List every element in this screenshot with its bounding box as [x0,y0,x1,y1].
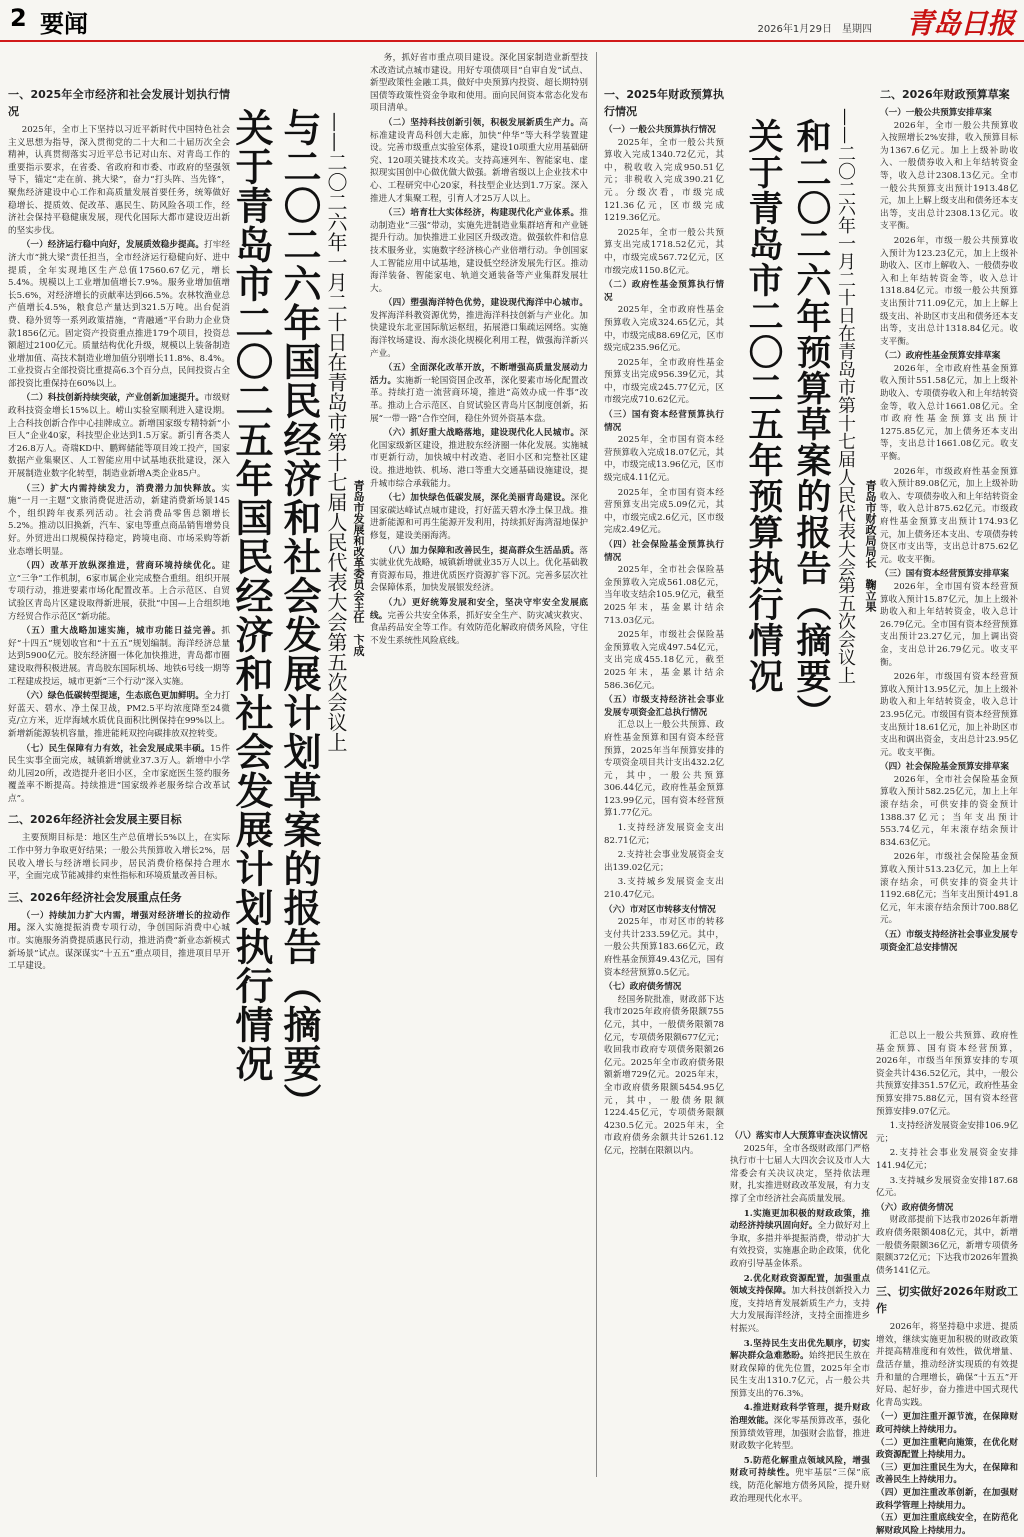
subheading: （一）经济运行稳中向好，发展质效稳步提高。 [21,240,205,251]
subheading: （二）科技创新持续突破，产业创新加速提升。 [21,393,205,404]
paragraph: 2026年，市级社会保险基金预算收入预计513.23亿元，加上上年滚存结余，可供安排的资金共计1192.68亿元；当年支出预计491.8亿元，年末滚存结余预计700.88亿元。 [880,852,1018,926]
right-heading-2: 二、2026年财政预算草案 [880,88,1010,101]
list-item: 1.支持经济发展资金支出82.71亿元； [604,823,724,846]
issue-date: 2026年1月29日 星期四 [757,24,872,35]
paragraph: 15件民生实事全面完成，城镇新增就业37.3万人。新增中小学幼儿园20所，改造提升老旧小区，全市家庭医生签约服务覆盖率不断提高。持续推进“国家级养老服务综合改革试点”。 [8,743,230,804]
paragraph: 2025年，全市上下坚持以习近平新时代中国特色社会主义思想为指导，深入贯彻党的二十大和二十届历次全会精神，认真贯彻落实习近平总书记对山东、对青岛工作的重要指示要求，在省委、省政府和市委、市政府的坚强领导下，锚定“走在前、挑大梁”，奋力“打头阵、当先锋”，聚焦经济建设中心工作和高质量发展首要任务，统筹做好稳增长、提质效、促改革、惠民生、防风险各项工作，经济社会保持平稳健康发展，现代化国际大都市建设迈出新的坚实步伐。 [8,125,230,236]
subheading: （三）更加注重民生为大，在保障和改善民生上持续用力。 [876,1462,1018,1486]
subheading: （四）社会保险基金预算安排草案 [880,762,1009,773]
paragraph: 2026年，全市一般公共预算收入按照增长2%安排，收入预算目标为1367.6亿元。加上上级补助收入、一般债券收入和上年结转资金等，收入总计2308.13亿元。全市一般公共预算支出预计1913.48亿元，加上上解上级支出和债务还本支出等，支出总计2308.13亿元。收支平衡。 [880,120,1018,232]
right-article-author: 青岛市财政局局长 鞠立果 [864,480,877,612]
paragraph: 落实就业优先战略，城镇新增就业35万人以上。优化基础教育资源布局，推进优质医疗资源扩容下沉。完善多层次社会保障体系，加快发展银发经济。 [370,545,588,594]
left-heading-3: 三、2026年经济社会发展重点任务 [8,890,182,904]
right-heading-1: 一、2025年财政预算执行情况 [604,88,724,118]
paragraph: 2025年，全市政府性基金预算支出完成956.39亿元，其中，市级完成245.77亿元，区市级完成710.62亿元。 [604,357,724,406]
paragraph: 2025年，全市国有资本经营预算收入完成18.07亿元，其中，市级完成13.96亿元，区市级完成4.11亿元。 [604,435,724,484]
right-article-column-1 [604,80,724,1475]
subheading: （三）国有资本经营预算安排草案 [880,569,1009,580]
subheading: （一）持续加力扩大内需，增强对经济增长的拉动作用。 [8,910,230,934]
list-item: 3.支持城乡发展资金支出210.47亿元。 [604,877,724,901]
subheading: （六）政府债务情况 [876,1202,954,1213]
paragraph: 深化国家碳达峰试点城市建设，打好蓝天碧水净土保卫战。推进新能源和可再生能源开发利用，持续抓好海湾湿地保护修复，建设美丽海湾。 [370,493,588,541]
subheading: 3.坚持民生支出优先顺序，切实解决群众急难愁盼。 [730,1338,870,1362]
paragraph: 2026年，全市政府性基金预算收入预计551.58亿元，加上上级补助收入、专项债券收入和上年结转资金等，收入总计1661.08亿元。全市政府性基金预算支出预计1275.85亿元，加上债务还本支出等，支出总计1661.08亿元。收支平衡。 [880,363,1018,463]
left-article-column-1 [8,80,230,1475]
left-article-title-line-1: 关于青岛市二〇二五年国民经济和社会发展计划执行情况 [229,108,274,1083]
subheading: （五）更加注重底线安全，在防范化解财政风险上持续用力。 [876,1513,1018,1536]
paragraph: 2026年，将坚持稳中求进、提质增效，继续实施更加积极的财政政策并提高精准度和有效性，做优增量、盘活存量，推动经济实现质的有效提升和量的合理增长，确保“十五五”开好局、起好步，奋力推进中国式现代化青岛实践。 [876,1322,1018,1408]
paragraph: 2025年，市级社会保险基金预算收入完成497.54亿元，支出完成455.18亿元，截至2025年末，基金累计结余586.36亿元。 [604,630,724,691]
left-article-title-line-2: 与二〇二六年国民经济和社会发展计划草案的报告（摘要） [277,108,322,1122]
left-article-subtitle: ——二〇二六年一月二十日在青岛市第十七届人民代表大会第五次会议上 [324,112,348,752]
subheading: （九）更好统筹发展和安全，坚决守牢安全发展底线。 [370,597,588,621]
subheading: （二）更加注重靶向施策，在优化财政资源配置上持续用力。 [876,1437,1018,1461]
right-article-column-3 [730,1130,870,1504]
list-item: 2.支持社会事业发展资金安排141.94亿元； [876,1148,1018,1171]
list-item: 2.支持社会事业发展资金支出139.02亿元； [604,850,724,873]
right-article-title-line-2: 和二〇二六年预算草案的报告（摘要） [791,118,832,730]
paragraph: 发挥海洋科教资源优势，推进海洋科技创新与产业化。加快建设东北亚国际航运枢纽，拓展港口集疏运网络。实施海洋牧场建设、海水淡化规模化利用工程，做强海洋新兴产业。 [370,310,588,359]
subheading: 2.优化财政资源配置，加强重点领域支持保障。 [730,1273,870,1297]
paragraph: 2025年，全市国有资本经营预算支出完成5.09亿元，其中，市级完成2.6亿元，区市级完成2.49亿元。 [604,487,724,536]
paragraph: 始终把民生放在财政保障的优先位置，2025年全市民生支出1310.7亿元，占一般公共预算支出的76.3%。 [730,1351,870,1399]
subheading: 1.实施更加积极的财政政策，推动经济持续巩固向好。 [730,1208,870,1232]
subheading: （二）坚持科技创新引领，积极发展新质生产力。 [383,117,580,128]
paragraph: 市级财政科技资金增长15%以上。崂山实验室顺利进入建设期。上合科技创新合作中心挂牌成立。新增国家级专精特新“小巨人”企业40家，科技型企业达到1.5万家。新引育各类人才26.8万人。奇瑞KD中、鹏辉储能等项目竣工投产，国家数据产业集聚区、人工智能应用中试基地获批建设，深入开展制造业数字化转型，制造业新增A类企业85户。 [8,393,230,480]
paragraph: 2026年，市级政府性基金预算收入预计89.08亿元，加上上级补助收入、专项债券收入和上年结转资金等，收入总计875.62亿元。市级政府性基金预算支出预计174.93亿元，加上债务还本支出、专项债券转贷区市支出等，支出总计875.62亿元。收支平衡。 [880,466,1018,565]
paragraph: 2026年，全市国有资本经营预算收入预计15.87亿元，加上上级补助收入和上年结转资金，收入总计26.79亿元。全市国有资本经营预算支出预计23.27亿元，加上调出资金，支出总计26.79亿元。收支平衡。 [880,581,1018,668]
paragraph: 推动制造业“三强”带动，实施先进制造业集群培育和产业链提升行动。加快推进工业园区升级改造。做强软件和信息技术服务业，实施数字经济核心产业倍增行动。争创国家人工智能应用中试基地，建设低空经济发展先行区。推动海洋装备、智能家电、轨道交通装备等产业集群发展壮大。 [370,208,588,294]
paragraph: 务，抓好省市重点项目建设。深化国家制造业新型技术改造试点城市建设。用好专项债项目“自审自发”试点、新型政策性金融工具，做好中央预算内投资、超长期特别国债等政策性资金争取和使用。面向民间资本常态化发布项目清单。 [370,53,588,114]
subheading: （八）落实市人大预算审查决议情况 [730,1131,868,1141]
subheading: （五）重大战略加速实施，城市功能日益完善。 [21,626,222,637]
subheading: 4.推进财政科学管理，提升财政治理效能。 [730,1403,870,1427]
paragraph: 财政部提前下达我市2026年新增政府债务限额408亿元，其中，新增一般债务限额36亿元，新增专项债务限额372亿元；下达我市2026年置换债务141亿元。 [876,1215,1018,1276]
paragraph: 深入实施提振消费专项行动，争创国际消费中心城市。实施服务消费提质惠民行动，推进消费“新业态新模式新场景”试点。谋深谋实“十五五”重点项目，推进项目早开工早建设。 [8,923,230,972]
subheading: （三）培育壮大实体经济，构建现代化产业体系。 [383,208,580,219]
right-article-title-line-1: 关于青岛市二〇二五年预算执行情况 [743,118,784,694]
paragraph: 经国务院批准，财政部下达我市2025年政府债务限额755亿元，其中，一般债务限额78亿元，专项债务限额677亿元；收回我市政府专项债务限额26亿元。2025年全市政府债务限额新增729亿元。2025年末，全市政府债务限额5454.95亿元，其中，一般债务限额1224.45亿元，专项债务限额4230.5亿元。2025年末，全市政府债务余额共计5261.12亿元，控制在限额以内。 [604,994,724,1156]
subheading: （七）政府债务情况 [604,982,682,993]
paragraph: 建立“三争”工作机制，6家市属企业完成整合重组。组织开展专项行动，推进要素市场化配置改革。上合示范区、自贸试验区青岛片区建设取得新进展，获批“中国—上合组织地方经贸合作示范区”新功能。 [8,561,230,622]
paragraph: 全力打好蓝天、碧水、净土保卫战，PM2.5平均浓度降至24微克/立方米，近岸海域水质优良面积比例保持在99%以上。新增新能源装机容量，推进能耗双控向碳排放双控转变。 [8,691,230,739]
subheading: （七）加快绿色低碳发展，深化美丽青岛建设。 [383,493,571,504]
subheading: （一）更加注重开源节流，在保障财政可持续上持续用力。 [876,1412,1018,1436]
right-article-column-4 [876,1030,1018,1536]
page-number: 2 [10,4,27,32]
subheading: （六）绿色低碳转型提速，生态底色更加鲜明。 [21,691,205,702]
paragraph: 抓好“十四五”规划收官和“十五五”规划编制。海洋经济总量达到5900亿元。胶东经济圈一体化加快推进，青岛都市圈建设取得积极进展。青岛胶东国际机场、地铁6号线一期等工程建成投运，城市更新“三个行动”深入实施。 [8,626,230,687]
paragraph: 深化零基预算改革，强化预算绩效管理，加强财会监督，推进财政数字化转型。 [730,1416,870,1452]
paragraph: 高标准建设青岛科创大走廊，加快“仲华”等大科学装置建设。完善市级重点实验室体系，建设10项重大应用基础研究、120项关键技术攻关。支持高速列车、智能家电、虚拟现实国创中心做优做大做强。新增省级以上企业技术中心、工程研究中心20家，科技型企业达到1.7万家。深入推进人才集聚工程，引育人才25万人以上。 [370,117,588,204]
paragraph: 2025年，全市一般公共预算收入完成1340.72亿元，其中，税收收入完成950.51亿元；非税收入完成390.21亿元。分级次看，市级完成121.36亿元，区市级完成1219.36亿元。 [604,137,724,224]
subheading: （一）一般公共预算安排草案 [880,108,992,118]
section-title: 要闻 [40,10,88,38]
subheading: （四）更加注重改革创新，在加强财政科学管理上持续用力。 [876,1488,1018,1511]
paragraph: 2026年，全市社会保险基金预算收入预计582.25亿元，加上上年滚存结余，可供安排的资金预计1388.37亿元；当年支出预计553.74亿元，年末滚存结余预计834.63亿元。 [880,774,1018,848]
paragraph: 完善公共安全体系，抓好安全生产、防灾减灾救灾、食品药品安全等工作。有效防范化解政府债务风险，守住不发生系统性风险底线。 [370,610,588,646]
subheading: （四）改革开放纵深推进，营商环境持续优化。 [21,561,222,572]
subheading: （六）抓好重大战略落地，建设现代化人民城市。 [383,428,580,439]
list-item: 3.支持城乡发展资金安排187.68亿元。 [876,1175,1018,1199]
paragraph: 2025年，全市各级财政部门严格执行市十七届人大四次会议及市人大常委会有关决议决定，坚持依法理财，扎实推进财政改革发展，有力支撑了全市经济社会高质量发展。 [730,1143,870,1204]
left-article-author: 青岛市发展和改革委员会主任 卞成 [352,480,365,656]
paragraph: 2025年，全市一般公共预算支出完成1718.52亿元，其中，市级完成567.72亿元，区市级完成1150.8亿元。 [604,227,724,276]
subheading: （七）民生保障有力有效，社会发展成果丰硕。 [21,743,211,754]
paragraph: 深化国家级新区建设，推进胶东经济圈一体化发展。实施城市更新行动，加快城中村改造、老旧小区和完整社区建设。推进地铁、机场、港口等重大交通基础设施建设，提升城市综合承载能力。 [370,428,588,489]
subheading: 5.防范化解重点领域风险，增强财政可持续性。 [730,1455,870,1479]
subheading: （三）国有资本经营预算执行情况 [604,410,724,433]
subheading: （三）扩大内需持续发力，消费潜力加快释放。 [21,483,222,494]
paragraph: 主要预期目标是：地区生产总值增长5%以上，在实际工作中努力争取更好结果；一般公共预算收入增长2%，居民收入增长与经济增长同步，居民消费价格保持合理水平，全面完成节能减排约束性指标和环境质量改善目标。 [8,833,230,882]
paragraph: 兜牢基层“三保”底线，防范化解地方债务风险，提升财政治理现代化水平。 [730,1468,870,1504]
paragraph: 加大科技创新投入力度，支持培育发展新质生产力，支持大力发展海洋经济，支持全面推进乡村振兴。 [730,1286,870,1334]
paragraph: 2025年，全市社会保险基金预算收入完成561.08亿元，当年收支结余105.9亿元，截至2025年末，基金累计结余713.03亿元。 [604,565,724,626]
paragraph: 实施新一轮国资国企改革，深化要素市场化配置改革。持续打造一流营商环境，推进“高效办成一件事”改革。推动上合示范区、自贸试验区青岛片区制度创新，拓展“一带一路”合作空间，稳住外贸外资基本盘。 [370,375,588,424]
subheading: （二）政府性基金预算安排草案 [880,351,1001,362]
paragraph: 2025年，市对区市的转移支付共计233.59亿元。其中，一般公共预算183.66亿元，政府性基金预算49.43亿元，国有资本经营预算0.5亿元。 [604,917,724,978]
left-article-column-2 [370,52,588,1477]
left-heading-2: 二、2026年经济社会发展主要目标 [8,813,182,827]
subheading: （五）市级支持经济社会事业发展专项资金汇总安排情况 [880,930,1018,953]
subheading: （四）社会保险基金预算执行情况 [604,540,724,563]
paragraph: 2026年，市级国有资本经营预算收入预计13.95亿元，加上上级补助收入和上年结转资金，收入总计23.95亿元。市级国有资本经营预算支出预计18.61亿元，加上补助区市支出和调出资金，支出总计23.95亿元。收支平衡。 [880,672,1018,758]
subheading: （四）塑强海洋特色优势，建设现代海洋中心城市。 [383,298,588,309]
right-heading-3: 三、切实做好2026年财政工作 [876,1285,1018,1316]
subheading: （二）政府性基金预算执行情况 [604,280,724,303]
paragraph: 实施“一月一主题”文旅消费促进活动，新建消费新场景145个，组织跨年夜系列活动。社会消费品零售总额增长5.2%。推动以旧换新，汽车、家电等重点商品销售增势良好。外贸进出口规模保持稳定，跨境电商、市场采购等新业态增长明显。 [8,483,230,557]
paragraph: 打牢经济大市“挑大梁”责任担当，全市经济运行稳健向好、进中提质，全年实现地区生产总值17560.67亿元，增长5.4%。规模以上工业增加值增长7.9%。服务业增加值增长5.6%，对经济增长的贡献率达到66.5%。农林牧渔业总产值增长4.5%，粮食总产量达到321.5万吨。出台促消费、稳外贸等一系列政策措施，“青融通”平台助力企业贷款1856亿元。固定资产投资重点推进179个项目，投资总额超过2100亿元。质量结构优化升级，规模以上装备制造业增加值、高技术制造业增加值分别增长11.8%、8.4%。工业投资占全部投资比重提高6.3个百分点，民间投资占全部投资比重保持在60%以上。 [8,240,230,389]
newspaper-logo: 青岛日报 [905,7,1014,40]
article-divider [596,52,597,1477]
right-article-column-2 [880,80,1018,1020]
subheading: （五）全面深化改革开放，不断增强高质量发展动力活力。 [370,363,588,386]
left-heading-1: 一、2025年全市经济和社会发展计划执行情况 [8,88,230,118]
right-article-subtitle: ——二〇二六年一月二十日在青岛市第十七届人民代表大会第五次会议上 [835,108,856,684]
subheading: （六）市对区市转移支付情况 [604,904,716,915]
list-item: 1.支持经济发展资金安排106.9亿元； [876,1121,1018,1144]
subheading: （八）加力保障和改善民生，提高群众生活品质。 [383,545,580,556]
page-header [0,0,1024,42]
paragraph: 汇总以上一般公共预算、政府性基金预算和国有资本经营预算，2025年当年预算安排的专项资金项目共计支出432.2亿元，其中，一般公共预算306.44亿元，政府性基金预算123.99亿元，国有资本经营预算1.77亿元。 [604,720,724,819]
paragraph: 2025年，全市政府性基金预算收入完成324.65亿元，其中，市级完成88.69亿元，区市级完成235.96亿元。 [604,305,724,354]
paragraph: 汇总以上一般公共预算、政府性基金预算、国有资本经营预算，2026年，市级当年预算安排的专项资金共计436.52亿元，其中，一般公共预算安排351.57亿元，政府性基金预算安排75.88亿元，国有资本经营预算安排9.07亿元。 [876,1031,1018,1117]
paragraph: 全力做好对上争取，多措并举提振消费，带动扩大有效投资，实施惠企助企政策，优化政府引导基金体系。 [730,1221,870,1269]
subheading: （五）市级支持经济社会事业发展专项资金汇总执行情况 [604,695,724,718]
paragraph: 2026年，市级一般公共预算收入预计为123.23亿元，加上上级补助收入、区市上解收入、一般债券收入和上年结转资金等，收入总计1318.84亿元。市级一般公共预算支出预计711.09亿元，加上上解上级支出、补助区市支出和债务还本支出等，支出总计1318.84亿元。收支平衡。 [880,235,1018,347]
subheading: （一）一般公共预算执行情况 [604,125,716,135]
